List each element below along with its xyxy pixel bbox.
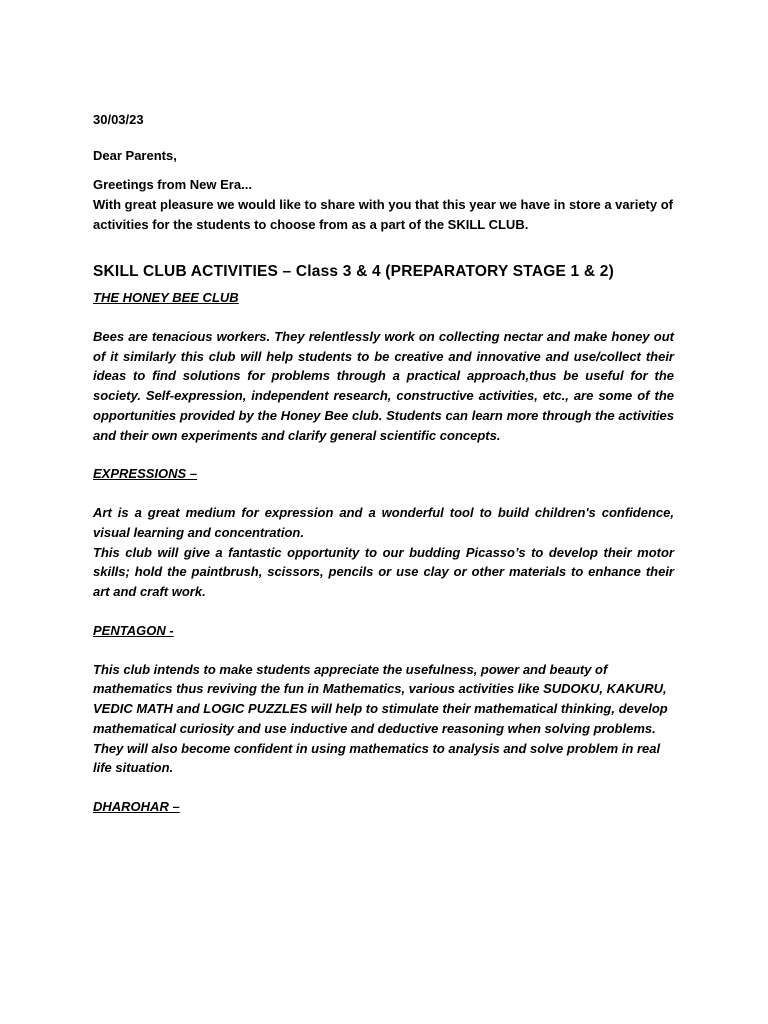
club-title-pentagon: PENTAGON -	[93, 622, 174, 638]
intro-greeting: Greetings from New Era...	[93, 177, 252, 192]
club-title-dharohar: DHAROHAR –	[93, 798, 180, 814]
club-description-expressions	[93, 503, 674, 602]
club-paragraph: Art is a great medium for expression and a wonderful tool to build children's confidence, visual learning and concentration.	[93, 505, 674, 540]
club-paragraph: This club intends to make students appreciate the usefulness, power and beauty of mathematics thus reviving the fun in Mathematics, various activities like SUDOKU, KAKURU, VEDIC MATH and LOGIC PUZZLES will help to stimulate their mathematical thinking, develop mathematical curiosity and use inductive and deductive reasoning when solving problems. They will also become confident in using mathematics to analysis and solve problem in real life situation.	[93, 661, 668, 776]
club-title-expressions: EXPRESSIONS –	[93, 466, 198, 482]
club-description-honey-bee	[93, 327, 674, 445]
club-description-pentagon	[93, 660, 674, 778]
section-heading: SKILL CLUB ACTIVITIES – Class 3 & 4 (PREPARATORY STAGE 1 & 2)	[93, 263, 614, 280]
intro-text: With great pleasure we would like to share with you that this year we have in store a variety of activities for the students to choose from as a part of the SKILL CLUB.	[93, 197, 673, 232]
club-paragraph: Bees are tenacious workers. They relentlessly work on collecting nectar and make honey out of it similarly this club will help students to be creative and innovative and use/collect their ideas to find solutions for problems through a practical approach,thus be useful for the society. Self-expression, independent research, constructive activities, etc., are some of the opportunities provided by the Honey Bee club. Students can learn more through the activities and their own experiments and clarify general scientific concepts.	[93, 329, 674, 443]
club-title-honey-bee: THE HONEY BEE CLUB	[93, 290, 239, 305]
intro-paragraph	[93, 175, 674, 235]
salutation: Dear Parents,	[93, 148, 177, 163]
letter-body	[93, 112, 674, 836]
club-paragraph: This club will give a fantastic opportunity to our budding Picasso’s to develop their motor skills; hold the paintbrush, scissors, pencils or use clay or other materials to enhance their art and craft work.	[93, 544, 674, 600]
letter-date: 30/03/23	[93, 112, 144, 127]
